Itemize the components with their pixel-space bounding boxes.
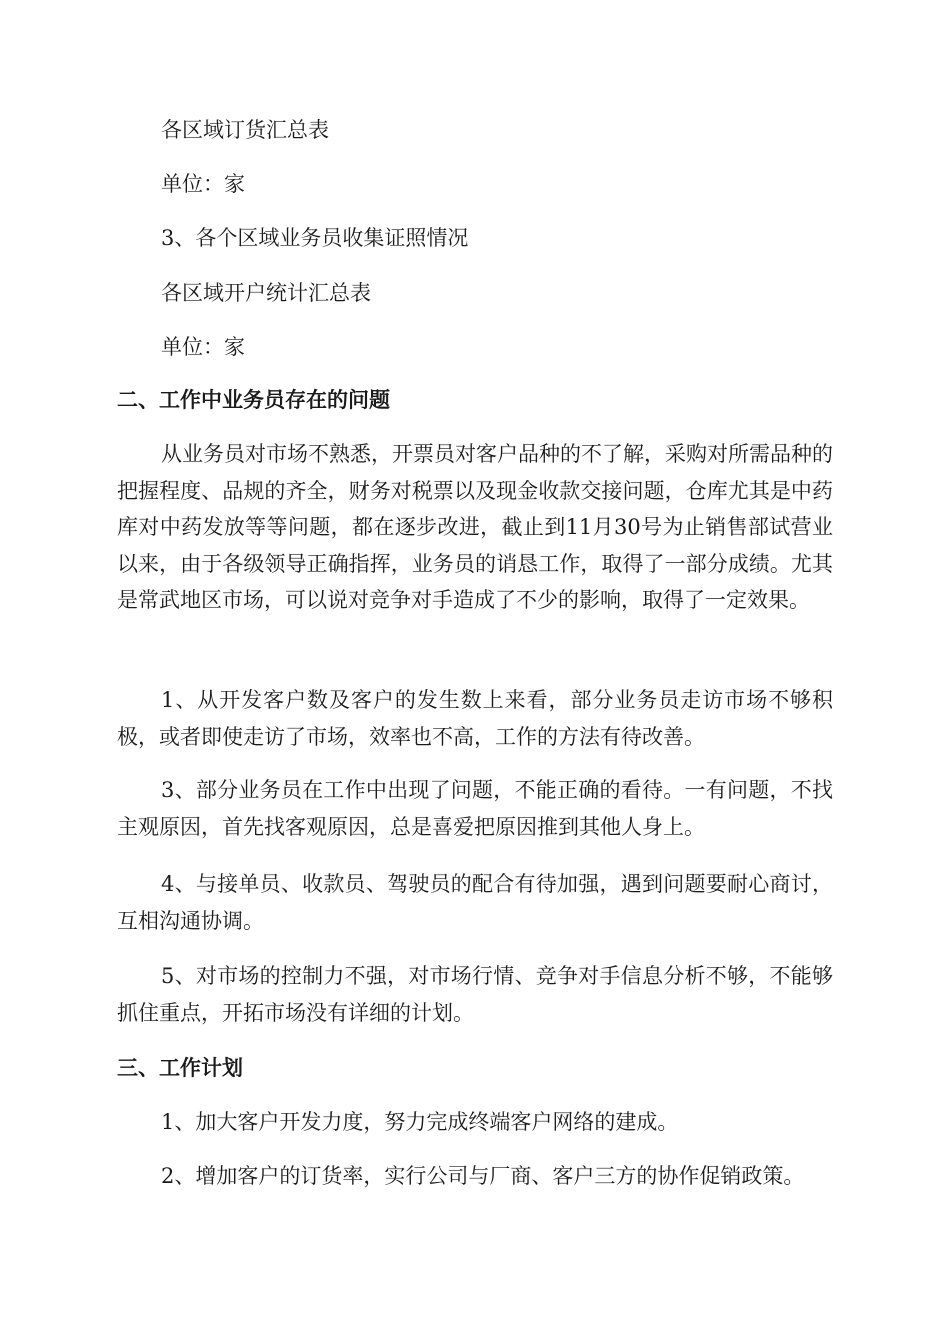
paragraph-problem-3: 3、部分业务员在工作中出现了问题，不能正确的看待。一有问题，不找主观原因，首先找客观原因，总是喜爱把原因推到其他人身上。 <box>117 778 833 839</box>
table-caption-accounts: 各区域开户统计汇总表 <box>161 281 371 305</box>
paragraph-problem-1: 1、从开发客户数及客户的发生数上来看，部分业务员走访市场不够积极，或者即使走访了市场，效率也不高，工作的方法有待改善。 <box>117 688 833 749</box>
paragraph-plan-1: 1、加大客户开发力度，努力完成终端客户网络的建成。 <box>161 1110 679 1134</box>
paragraph-problem-4: 4、与接单员、收款员、驾驶员的配合有待加强，遇到问题要耐心商讨，互相沟通协调。 <box>117 872 833 933</box>
paragraph-plan-2: 2、增加客户的订货率，实行公司与厂商、客户三方的协作促销政策。 <box>161 1164 805 1188</box>
paragraph-problem-5: 5、对市场的控制力不强，对市场行情、竞争对手信息分析不够，不能够抓住重点，开拓市场没有详细的计划。 <box>117 964 833 1025</box>
table-caption-orders: 各区域订货汇总表 <box>161 118 329 142</box>
unit-label: 单位：家 <box>161 172 245 196</box>
paragraph-problems-intro: 从业务员对市场不熟悉，开票员对客户品种的不了解，采购对所需品种的把握程度、品规的齐全，财务对税票以及现金收款交接问题，仓库尤其是中药库对中药发放等等问题，都在逐步改进，截止到11月30号为止销售部试营业以来，由于各级领导正确指挥，业务员的诮恳工作，取得了一部分成绩。尤其是常武地区市场，可以说对竞争对手造成了不少的影响，取得了一定效果。 <box>117 442 833 612</box>
unit-label-2: 单位：家 <box>161 335 245 359</box>
item-license-collection: 3、各个区域业务员收集证照情况 <box>161 226 469 250</box>
section-heading-problems: 二、工作中业务员存在的问题 <box>117 388 390 412</box>
section-heading-plan: 三、工作计划 <box>117 1056 243 1080</box>
